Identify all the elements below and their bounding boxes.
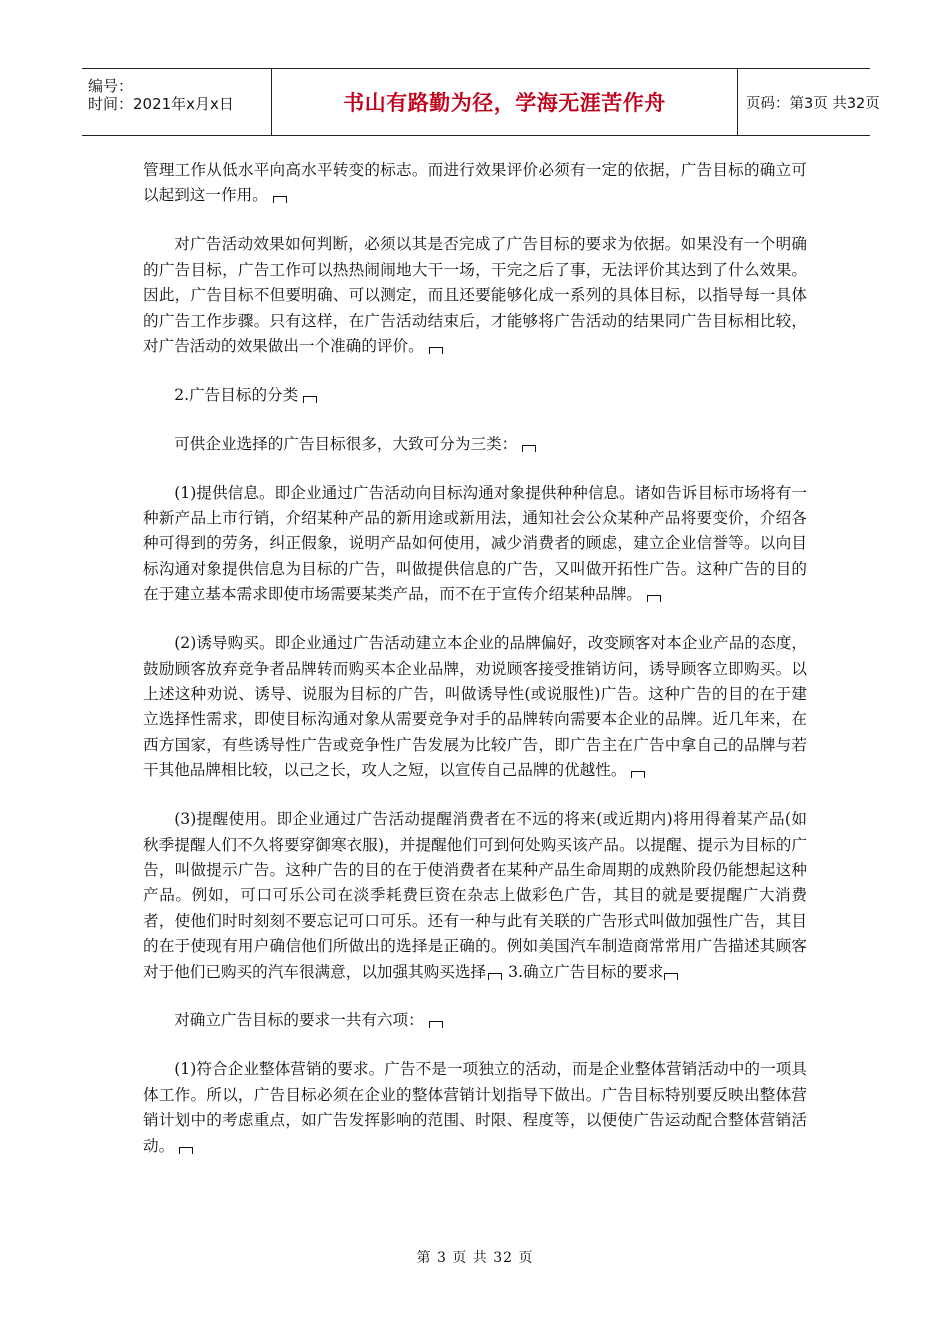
paragraph-mark-icon <box>631 771 645 778</box>
paragraph-mark-icon <box>273 196 287 203</box>
header-left-cell <box>82 69 272 135</box>
section-heading-requirements: 3.确立广告目标的要求 <box>508 962 664 981</box>
paragraph-mark-icon <box>522 445 536 452</box>
paragraph-7 <box>143 807 807 985</box>
paragraph-text: (1)符合企业整体营销的要求。广告不是一项独立的活动，而是企业整体营销活动中的一项具体工作。所以，广告目标必须在企业的整体营销计划指导下做出。广告目标特别要反映出整体营销计划中的考虑重点，如广告发挥影响的范围、时限、程度等，以便使广告运动配合整体营销活动。 <box>143 1060 807 1155</box>
header-page-info: 页码：第3页 共32页 <box>746 95 880 112</box>
paragraph-mark-icon <box>179 1147 193 1154</box>
paragraph-6 <box>143 631 807 783</box>
paragraph-mark-icon <box>647 595 661 602</box>
paragraph-text: 对广告活动效果如何判断，必须以其是否完成了广告目标的要求为依据。如果没有一个明确的广告目标，广告工作可以热热闹闹地大干一场，干完之后了事，无法评价其达到了什么效果。因此，广告目标不但要明确、可以测定，而且还要能够化成一系列的具体目标，以指导每一具体的广告工作步骤。只有这样，在广告活动结束后，才能够将广告活动的结果同广告目标相比较，对广告活动的效果做出一个准确的评价。 <box>143 235 807 355</box>
heading-text: 2.广告目标的分类 <box>174 385 299 404</box>
section-heading-classification <box>143 383 807 408</box>
header-motto-cell <box>272 69 738 135</box>
paragraph-text: (3)提醒使用。即企业通过广告活动提醒消费者在不远的将来(或近期内)将用得着某产品(如秋季提醒人们不久将要穿御寒衣服)，并提醒他们可到何处购买该产品。以提醒、提示为目标的广告，叫做提示广告。这种广告的目的在于使消费者在某种产品生命周期的成熟阶段仍能想起这种产品。例如，可口可乐公司在淡季耗费巨资在杂志上做彩色广告，其目的就是要提醒广大消费者，使他们时时刻刻不要忘记可口可乐。还有一种与此有关联的广告形式叫做加强性广告，其目的在于使现有用户确信他们所做出的选择是正确的。例如美国汽车制造商常常用广告描述其顾客对于他们已购买的汽车很满意，以加强其购买选择 <box>143 810 807 981</box>
paragraph-9 <box>143 1057 807 1159</box>
paragraph-text: (2)诱导购买。即企业通过广告活动建立本企业的品牌偏好，改变顾客对本企业产品的态度，鼓励顾客放弃竞争者品牌转而购买本企业品牌，劝说顾客接受推销访问，诱导顾客立即购买。以上述这种劝说、诱导、说服为目标的广告，叫做诱导性(或说服性)广告。这种广告的目的在于建立选择性需求，即使目标沟通对象从需要竞争对手的品牌转向需要本企业的品牌。近几年来，在西方国家，有些诱导性广告或竞争性广告发展为比较广告，即广告主在广告中拿自己的品牌与若干其他品牌相比较，以己之长，攻人之短，以宣传自己品牌的优越性。 <box>143 634 807 780</box>
document-header <box>82 68 880 136</box>
header-number-label: 编号： <box>88 77 134 95</box>
paragraph-5 <box>143 481 807 608</box>
document-body <box>143 158 807 1183</box>
paragraph-text: (1)提供信息。即企业通过广告活动向目标沟通对象提供种种信息。诸如告诉目标市场将有一种新产品上市行销，介绍某种产品的新用途或新用法，通知社会公众某种产品将要变价，介绍各种可得到的劳务，纠正假象，说明产品如何使用，减少消费者的顾虑，建立企业信誉等。以向目标沟通对象提供信息为目标的广告，叫做提供信息的广告，又叫做开拓性广告。这种广告的目的在于建立基本需求即使市场需要某类产品，而不在于宣传介绍某种品牌。 <box>143 483 807 604</box>
paragraph-text: 管理工作从低水平向高水平转变的标志。而进行效果评价必须有一定的依据，广告目标的确立可以起到这一作用。 <box>143 161 807 205</box>
paragraph-mark-icon <box>664 973 678 980</box>
page-footer: 第 3 页 共 32 页 <box>416 1250 534 1266</box>
paragraph-1 <box>143 158 807 209</box>
paragraph-mark-icon <box>303 396 317 403</box>
paragraph-text: 可供企业选择的广告目标很多，大致可分为三类： <box>174 434 518 453</box>
paragraph-mark-icon <box>429 347 443 354</box>
paragraph-8 <box>143 1008 807 1033</box>
paragraph-4 <box>143 432 807 457</box>
paragraph-2 <box>143 232 807 359</box>
header-date-label: 时间：2021年x月x日 <box>88 95 234 113</box>
header-motto: 书山有路勤为径，学海无涯苦作舟 <box>343 91 666 115</box>
paragraph-mark-icon <box>429 1021 443 1028</box>
paragraph-text: 对确立广告目标的要求一共有六项： <box>174 1011 424 1030</box>
paragraph-mark-icon <box>488 973 502 980</box>
